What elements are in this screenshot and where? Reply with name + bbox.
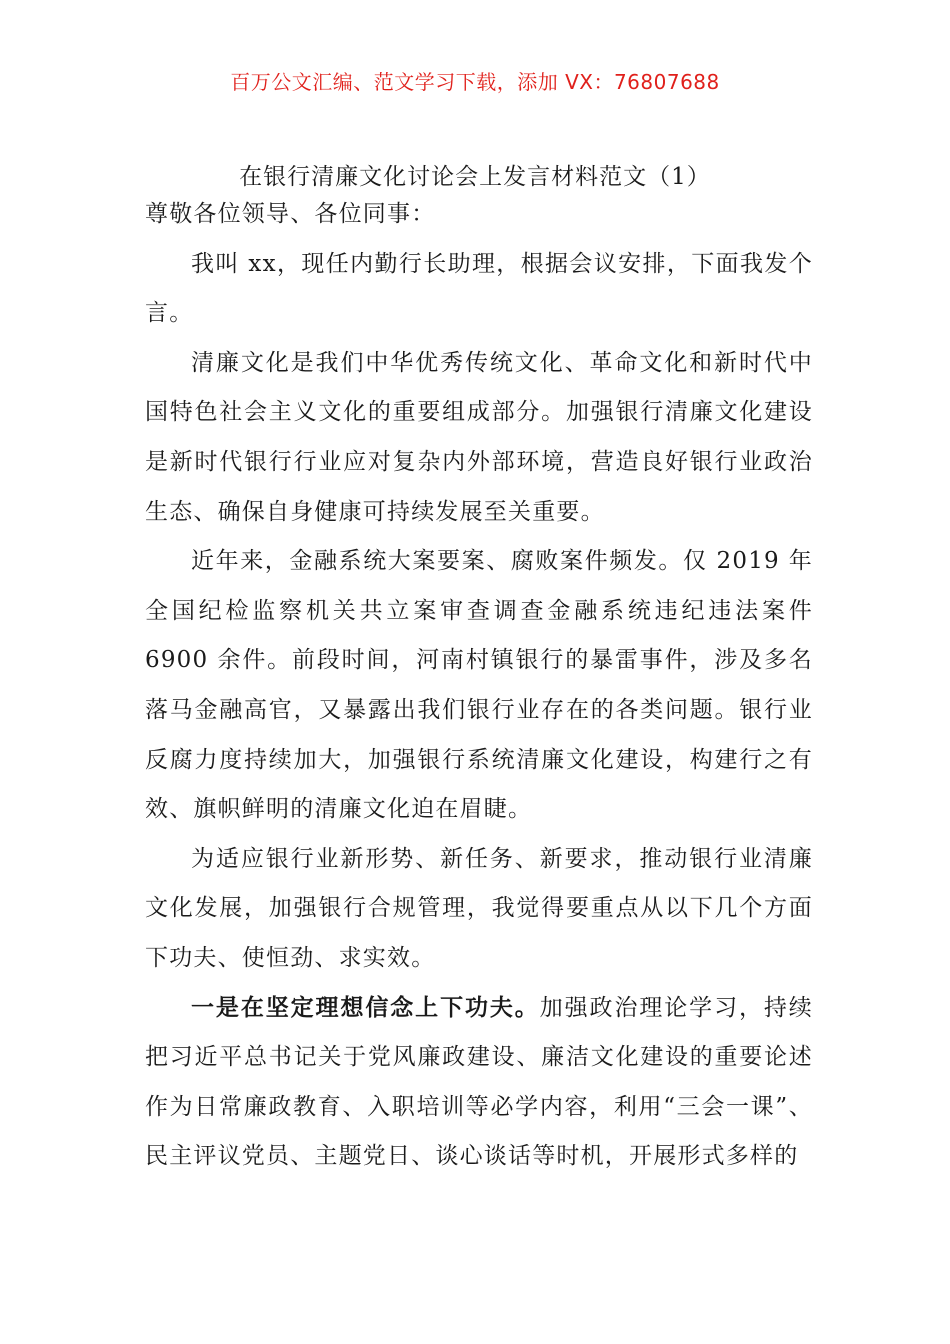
point-one-lead: 一是在坚定理想信念上下功夫。 bbox=[191, 994, 540, 1021]
paragraph-clean-culture-importance: 清廉文化是我们中华优秀传统文化、革命文化和新时代中国特色社会主义文化的重要组成部分。加强银行清廉文化建设是新时代银行行业应对复杂内外部环境，营造良好银行业政治生态、确保自身健康可持续发展至关重要。 bbox=[145, 349, 813, 525]
paragraph-recent-cases: 近年来，金融系统大案要案、腐败案件频发。仅 2019 年全国纪检监察机关共立案审查调查金融系统违纪违法案件 6900 余件。前段时间，河南村镇银行的暴雷事件，涉及多名落马金融高官，又暴露出我们银行业存在的各类问题。银行业反腐力度持续加大，加强银行系统清廉文化建设，构建行之有效、旗帜鲜明的清廉文化迫在眉睫。 bbox=[145, 548, 813, 823]
salutation: 尊敬各位领导、各位同事： bbox=[145, 201, 436, 227]
document-body bbox=[145, 190, 813, 1182]
point-one-text: 加强政治理论学习，持续把习近平总书记关于党风廉政建设、廉洁文化建设的重要论述作为日常廉政教育、入职培训等必学内容，利用“三会一课”、民主评议党员、主题党日、谈心谈话等时机，开展形式多样的 bbox=[145, 994, 813, 1170]
header-banner: 百万公文汇编、范文学习下载，添加 VX：76807688 bbox=[230, 70, 720, 94]
paragraph-self-intro: 我叫 xx，现任内勤行长助理，根据会议安排，下面我发个言。 bbox=[145, 250, 813, 327]
paragraph-point-one bbox=[145, 984, 813, 1182]
document-title: 在银行清廉文化讨论会上发言材料范文（1） bbox=[239, 164, 711, 190]
paragraph-focus-areas: 为适应银行业新形势、新任务、新要求，推动银行业清廉文化发展，加强银行合规管理，我觉得要重点从以下几个方面下功夫、使恒劲、求实效。 bbox=[145, 845, 813, 971]
